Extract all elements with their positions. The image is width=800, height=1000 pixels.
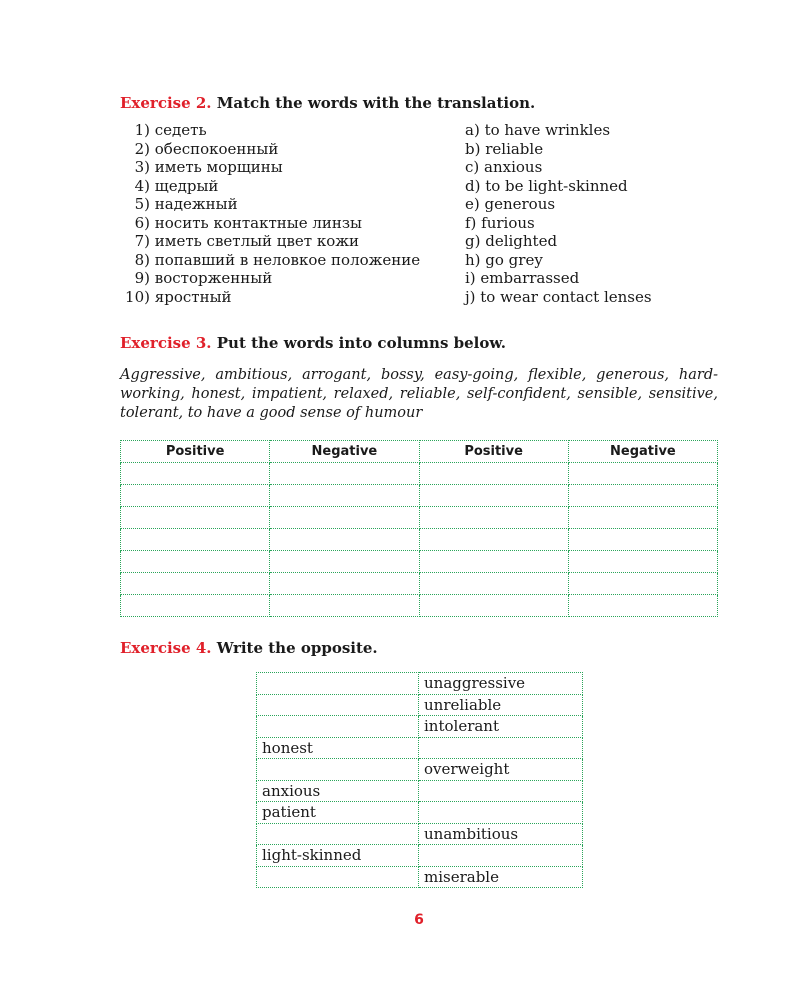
- answer-cell[interactable]: [568, 507, 717, 529]
- answer-cell[interactable]: [270, 507, 419, 529]
- positive-negative-table: [120, 440, 718, 617]
- opposite-row: [257, 759, 583, 781]
- russian-word: седеть: [154, 121, 207, 139]
- opposite-row: [257, 780, 583, 802]
- answer-cell[interactable]: [419, 485, 568, 507]
- exercise-2-title: [120, 94, 535, 112]
- answer-cell[interactable]: [419, 573, 568, 595]
- table-header-row: [121, 441, 718, 463]
- table-row: [121, 485, 718, 507]
- russian-word-list: [120, 121, 450, 306]
- table-body: [121, 463, 718, 617]
- russian-word-item: [120, 214, 450, 233]
- item-number: 2): [134, 139, 150, 158]
- answer-cell[interactable]: [121, 485, 270, 507]
- russian-word-item: [120, 195, 450, 214]
- item-number: 9): [134, 269, 150, 287]
- answer-cell[interactable]: [568, 595, 717, 617]
- table-row: [121, 551, 718, 573]
- word-cell: light-skinned: [257, 845, 419, 867]
- opposite-row: [257, 802, 583, 824]
- russian-word-item: [120, 140, 450, 159]
- english-translation-item: g) delighted: [465, 232, 558, 250]
- opposite-cell: unreliable: [419, 694, 583, 716]
- exercise-3-label: Exercise 3.: [120, 334, 212, 352]
- answer-cell[interactable]: [270, 551, 419, 573]
- opposite-row: [257, 694, 583, 716]
- answer-cell[interactable]: [270, 595, 419, 617]
- russian-word-item: [120, 288, 450, 307]
- answer-cell[interactable]: [121, 507, 270, 529]
- english-translation-item: j) to wear contact lenses: [465, 287, 652, 306]
- word-cell: honest: [257, 737, 419, 759]
- item-number: 1): [134, 121, 150, 139]
- header-negative-1: Negative: [270, 441, 419, 463]
- answer-cell[interactable]: [568, 573, 717, 595]
- opposite-cell: miserable: [419, 866, 583, 888]
- exercise-3-instruction: Put the words into columns below.: [216, 334, 506, 352]
- opposite-row: [257, 716, 583, 738]
- opposite-cell: overweight: [419, 759, 583, 781]
- item-number: 5): [134, 195, 150, 213]
- russian-word: иметь морщины: [154, 158, 283, 176]
- english-translation-item: a) to have wrinkles: [465, 121, 611, 139]
- table-row: [121, 529, 718, 551]
- header-negative-2: Negative: [568, 441, 717, 463]
- item-number: 8): [134, 250, 150, 269]
- page-number: 6: [414, 912, 424, 928]
- russian-word-item: [120, 232, 450, 251]
- word-cell[interactable]: [257, 673, 419, 695]
- word-cell[interactable]: [257, 866, 419, 888]
- opposites-table-body: [257, 673, 583, 888]
- russian-word-item: [120, 121, 450, 140]
- english-translation-item: f) furious: [465, 213, 535, 232]
- russian-word-item: [120, 269, 450, 288]
- english-translation-item: e) generous: [465, 195, 556, 213]
- english-translation-list: [465, 121, 745, 306]
- answer-cell[interactable]: [121, 463, 270, 485]
- english-translation-item: d) to be light-skinned: [465, 176, 628, 195]
- answer-cell[interactable]: [270, 529, 419, 551]
- word-cell: patient: [257, 802, 419, 824]
- opposite-row: [257, 866, 583, 888]
- table-row: [121, 573, 718, 595]
- word-cell[interactable]: [257, 716, 419, 738]
- english-translation-item: b) reliable: [465, 139, 544, 158]
- exercise-4-title: [120, 639, 378, 657]
- opposite-row: [257, 845, 583, 867]
- word-cell[interactable]: [257, 823, 419, 845]
- table-row: [121, 507, 718, 529]
- opposite-cell: unambitious: [419, 823, 583, 845]
- exercise-4-label: Exercise 4.: [120, 639, 212, 657]
- opposites-table: [256, 672, 583, 888]
- answer-cell[interactable]: [419, 551, 568, 573]
- opposite-row: [257, 737, 583, 759]
- answer-cell[interactable]: [419, 595, 568, 617]
- header-positive-2: Positive: [419, 441, 568, 463]
- opposite-cell[interactable]: [419, 802, 583, 824]
- russian-word-item: [120, 158, 450, 177]
- russian-word-item: [120, 251, 450, 270]
- english-translation-item: h) go grey: [465, 250, 543, 269]
- word-cell: anxious: [257, 780, 419, 802]
- exercise-2-label: Exercise 2.: [120, 94, 212, 112]
- opposite-cell: intolerant: [419, 716, 583, 738]
- exercise-4-instruction: Write the opposite.: [216, 639, 378, 657]
- answer-cell[interactable]: [121, 529, 270, 551]
- exercise-3-title: [120, 334, 506, 352]
- item-number: 4): [134, 176, 150, 195]
- table-row: [121, 595, 718, 617]
- item-number: 7): [134, 232, 150, 250]
- answer-cell[interactable]: [270, 463, 419, 485]
- opposite-cell[interactable]: [419, 737, 583, 759]
- russian-word: носить контактные линзы: [154, 213, 362, 232]
- opposite-row: [257, 673, 583, 695]
- answer-cell[interactable]: [419, 507, 568, 529]
- answer-cell[interactable]: [270, 573, 419, 595]
- exercise-2-instruction: Match the words with the translation.: [216, 94, 536, 112]
- answer-cell[interactable]: [419, 529, 568, 551]
- answer-cell[interactable]: [121, 573, 270, 595]
- russian-word: яростный: [154, 287, 232, 306]
- answer-cell[interactable]: [568, 463, 717, 485]
- opposite-cell[interactable]: [419, 780, 583, 802]
- answer-cell[interactable]: [419, 463, 568, 485]
- answer-cell[interactable]: [568, 529, 717, 551]
- answer-cell[interactable]: [121, 551, 270, 573]
- english-translation-item: i) embarrassed: [465, 269, 580, 287]
- answer-cell[interactable]: [270, 485, 419, 507]
- opposite-cell[interactable]: [419, 845, 583, 867]
- word-cell[interactable]: [257, 694, 419, 716]
- header-positive-1: Positive: [121, 441, 270, 463]
- russian-word-item: [120, 177, 450, 196]
- russian-word: иметь светлый цвет кожи: [154, 232, 360, 250]
- russian-word: попавший в неловкое положение: [154, 250, 421, 269]
- answer-cell[interactable]: [121, 595, 270, 617]
- opposite-row: [257, 823, 583, 845]
- item-number: 3): [134, 158, 150, 176]
- russian-word: обеспокоенный: [154, 139, 279, 158]
- word-cell[interactable]: [257, 759, 419, 781]
- russian-word: надежный: [154, 195, 238, 213]
- item-number: 10): [125, 287, 150, 306]
- word-bank: Aggressive, ambitious, arrogant, bossy, easy-going, flexible, generous, hard-working, honest, impatient, relaxed, reliable, self-confident, sensible, sensitive, tolerant, to have a good sense of humour: [120, 367, 718, 421]
- answer-cell[interactable]: [568, 551, 717, 573]
- russian-word: щедрый: [154, 176, 219, 195]
- item-number: 6): [134, 213, 150, 232]
- opposite-cell: unaggressive: [419, 673, 583, 695]
- english-translation-item: c) anxious: [465, 158, 543, 176]
- russian-word: восторженный: [154, 269, 273, 287]
- table-row: [121, 463, 718, 485]
- answer-cell[interactable]: [568, 485, 717, 507]
